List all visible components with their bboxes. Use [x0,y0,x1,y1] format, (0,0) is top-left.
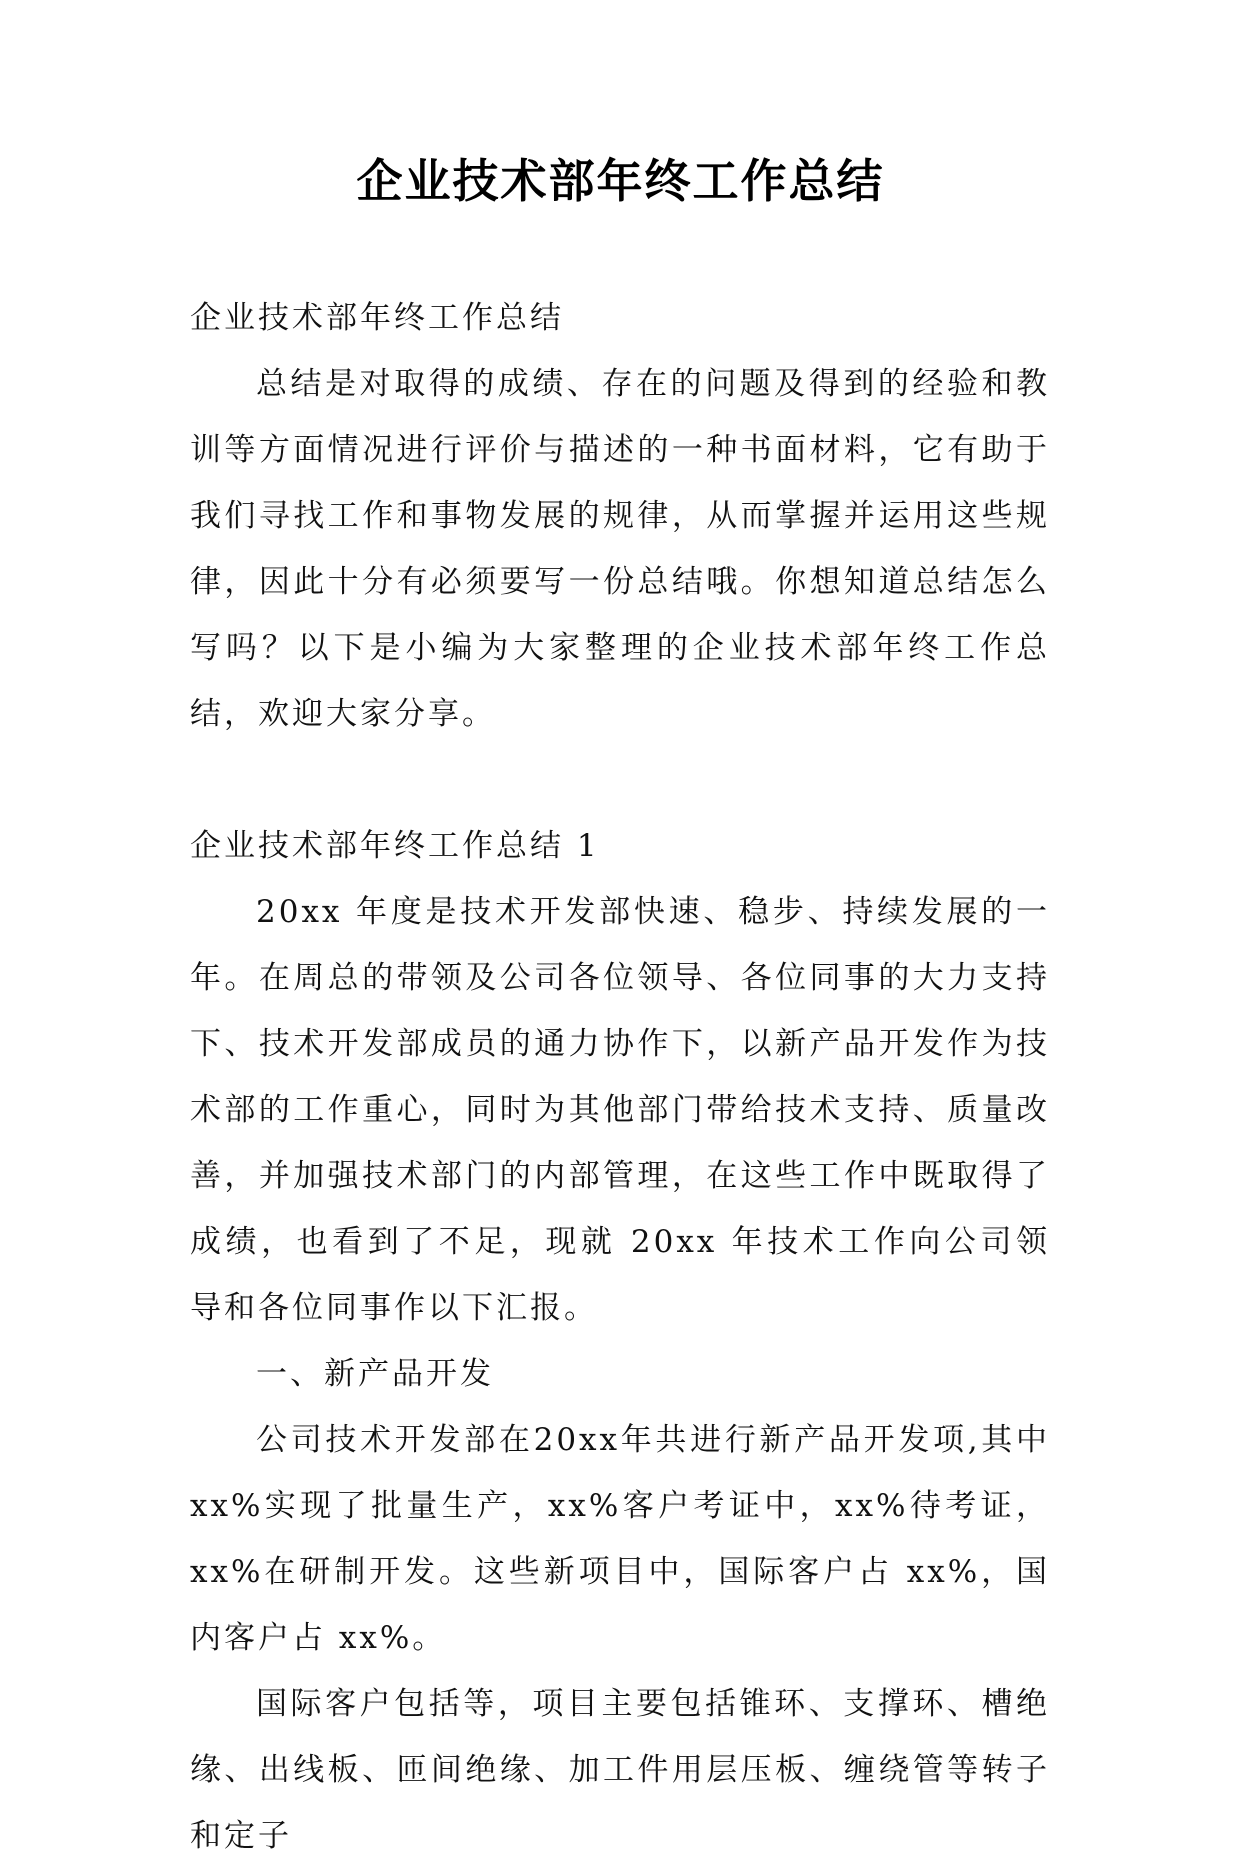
document-title: 企业技术部年终工作总结 [356,154,885,208]
document-subtitle: 企业技术部年终工作总结 [190,300,564,336]
body-paragraph-3: 国际客户包括等，项目主要包括锥环、支撑环、槽绝缘、出线板、匝间绝缘、加工件用层压板、缠绕管等转子和定子 [190,1686,1050,1854]
intro-paragraph: 总结是对取得的成绩、存在的问题及得到的经验和教训等方面情况进行评价与描述的一种书面材料，它有助于我们寻找工作和事物发展的规律，从而掌握并运用这些规律，因此十分有必须要写一份总结哦。你想知道总结怎么写吗？以下是小编为大家整理的企业技术部年终工作总结，欢迎大家分享。 [190,366,1050,732]
body-paragraph-1: 20xx 年度是技术开发部快速、稳步、持续发展的一年。在周总的带领及公司各位领导、各位同事的大力支持下、技术开发部成员的通力协作下，以新产品开发作为技术部的工作重心，同时为其他部门带给技术支持、质量改善，并加强技术部门的内部管理，在这些工作中既取得了成绩，也看到了不足，现就 20xx 年技术工作向公司领导和各位同事作以下汇报。 [190,894,1050,1326]
document-body [190,285,1050,1869]
section-heading: 企业技术部年终工作总结 1 [190,828,600,864]
subheading-new-products: 一、新产品开发 [256,1356,494,1392]
body-paragraph-2: 公司技术开发部在20xx年共进行新产品开发项,其中xx%实现了批量生产，xx%客户考证中，xx%待考证，xx%在研制开发。这些新项目中，国际客户占 xx%，国内客户占 xx%。 [190,1422,1050,1656]
paragraph-spacer [190,747,1050,813]
